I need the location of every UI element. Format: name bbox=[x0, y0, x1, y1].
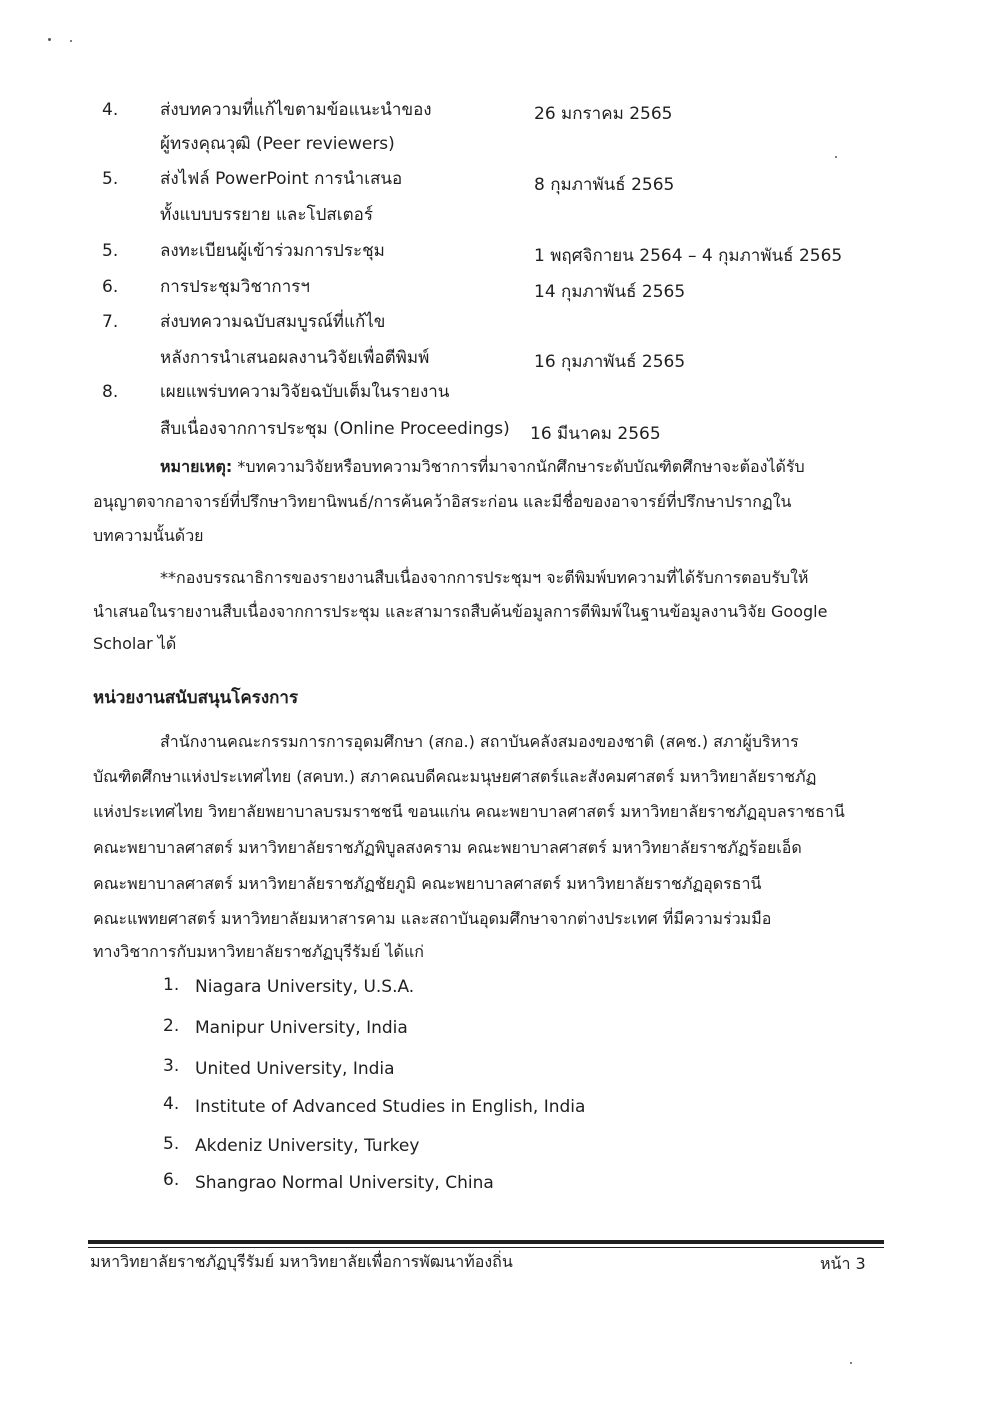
scan-speck bbox=[48, 38, 51, 41]
note2-text: นำเสนอในรายงานสืบเนื่องจากการประชุม และสามารถสืบค้นข้อมูลการตีพิมพ์ในฐานข้อมูลงานวิจัย Google bbox=[93, 602, 828, 621]
schedule-date: 8 กุมภาพันธ์ 2565 bbox=[534, 175, 675, 195]
schedule-number: 5. bbox=[102, 169, 119, 189]
list-number: 1. bbox=[163, 975, 180, 995]
support-text: คณะแพทยศาสตร์ มหาวิทยาลัยมหาสารคาม และสถาบันอุดมศึกษาจากต่างประเทศ ที่มีความร่วมมือ bbox=[93, 909, 772, 928]
support-text: ทางวิชาการกับมหาวิทยาลัยราชภัฏบุรีรัมย์ ได้แก่ bbox=[93, 942, 424, 961]
university-name: Niagara University, U.S.A. bbox=[195, 977, 415, 997]
scan-speck bbox=[835, 156, 837, 158]
support-text: สำนักงานคณะกรรมการการอุดมศึกษา (สกอ.) สถาบันคลังสมองของชาติ (สคช.) สภาผู้บริหาร bbox=[160, 732, 799, 751]
support-text: คณะพยาบาลศาสตร์ มหาวิทยาลัยราชภัฏพิบูลสงคราม คณะพยาบาลศาสตร์ มหาวิทยาลัยราชภัฏร้อยเอ็ด bbox=[93, 838, 802, 857]
note-text: อนุญาตจากอาจารย์ที่ปรึกษาวิทยานิพนธ์/การค้นคว้าอิสระก่อน และมีชื่อของอาจารย์ที่ปรึกษาปรากฏใน bbox=[93, 492, 792, 511]
footer-rule-thin bbox=[88, 1247, 884, 1248]
support-text: คณะพยาบาลศาสตร์ มหาวิทยาลัยราชภัฏชัยภูมิ คณะพยาบาลศาสตร์ มหาวิทยาลัยราชภัฏอุดรธานี bbox=[93, 874, 762, 893]
schedule-number: 6. bbox=[102, 277, 119, 297]
support-text: บัณฑิตศึกษาแห่งประเทศไทย (สคบท.) สภาคณบดีคณะมนุษยศาสตร์และสังคมศาสตร์ มหาวิทยาลัยราชภัฏ bbox=[93, 767, 817, 786]
schedule-number: 8. bbox=[102, 382, 119, 402]
note-first-line bbox=[160, 455, 805, 479]
schedule-task: ส่งไฟล์ PowerPoint การนำเสนอ bbox=[160, 169, 403, 189]
footer-university: มหาวิทยาลัยราชภัฏบุรีรัมย์ มหาวิทยาลัยเพื่อการพัฒนาท้องถิ่น bbox=[90, 1252, 513, 1271]
note-label: หมายเหตุ: bbox=[160, 457, 233, 476]
university-name: Manipur University, India bbox=[195, 1018, 408, 1038]
university-name: Institute of Advanced Studies in English, India bbox=[195, 1097, 586, 1117]
note2-text: **กองบรรณาธิการของรายงานสืบเนื่องจากการประชุมฯ จะตีพิมพ์บทความที่ได้รับการตอบรับให้ bbox=[160, 568, 809, 587]
list-number: 5. bbox=[163, 1134, 180, 1154]
schedule-date: 16 กุมภาพันธ์ 2565 bbox=[534, 352, 686, 372]
schedule-task: หลังการนำเสนอผลงานวิจัยเพื่อตีพิมพ์ bbox=[160, 348, 430, 368]
note-text: *บทความวิจัยหรือบทความวิชาการที่มาจากนักศึกษาระดับบัณฑิตศึกษาจะต้องได้รับ bbox=[237, 457, 805, 476]
support-text: แห่งประเทศไทย วิทยาลัยพยาบาลบรมราชชนี ขอนแก่น คณะพยาบาลศาสตร์ มหาวิทยาลัยราชภัฏอุบลราชธานี bbox=[93, 802, 845, 821]
page-number: หน้า 3 bbox=[820, 1254, 866, 1273]
university-name: United University, India bbox=[195, 1059, 395, 1079]
list-number: 3. bbox=[163, 1056, 180, 1076]
list-number: 6. bbox=[163, 1170, 180, 1190]
schedule-task: ส่งบทความที่แก้ไขตามข้อแนะนำของ bbox=[160, 100, 432, 120]
schedule-date: 26 มกราคม 2565 bbox=[534, 104, 673, 124]
schedule-number: 4. bbox=[102, 100, 119, 120]
schedule-task: ผู้ทรงคุณวุฒิ (Peer reviewers) bbox=[160, 134, 395, 154]
scan-speck bbox=[70, 40, 72, 42]
schedule-number: 5. bbox=[102, 241, 119, 261]
note-text: บทความนั้นด้วย bbox=[93, 526, 204, 545]
list-number: 2. bbox=[163, 1016, 180, 1036]
schedule-task: เผยแพร่บทความวิจัยฉบับเต็มในรายงาน bbox=[160, 382, 450, 402]
schedule-task: ลงทะเบียนผู้เข้าร่วมการประชุม bbox=[160, 241, 385, 261]
list-number: 4. bbox=[163, 1094, 180, 1114]
section-heading: หน่วยงานสนับสนุนโครงการ bbox=[93, 688, 299, 708]
schedule-date: 1 พฤศจิกายน 2564 – 4 กุมภาพันธ์ 2565 bbox=[534, 246, 843, 266]
schedule-task: ทั้งแบบบรรยาย และโปสเตอร์ bbox=[160, 205, 373, 225]
university-name: Shangrao Normal University, China bbox=[195, 1173, 494, 1193]
schedule-task: ส่งบทความฉบับสมบูรณ์ที่แก้ไข bbox=[160, 312, 386, 332]
schedule-date: 14 กุมภาพันธ์ 2565 bbox=[534, 282, 686, 302]
note2-text: Scholar ได้ bbox=[93, 634, 177, 653]
university-name: Akdeniz University, Turkey bbox=[195, 1136, 420, 1156]
schedule-number: 7. bbox=[102, 312, 119, 332]
schedule-date: 16 มีนาคม 2565 bbox=[530, 424, 661, 444]
schedule-task: การประชุมวิชาการฯ bbox=[160, 277, 310, 297]
schedule-task: สืบเนื่องจากการประชุม (Online Proceedings) bbox=[160, 419, 510, 439]
footer-rule-thick bbox=[88, 1240, 884, 1244]
scan-speck bbox=[850, 1362, 852, 1364]
